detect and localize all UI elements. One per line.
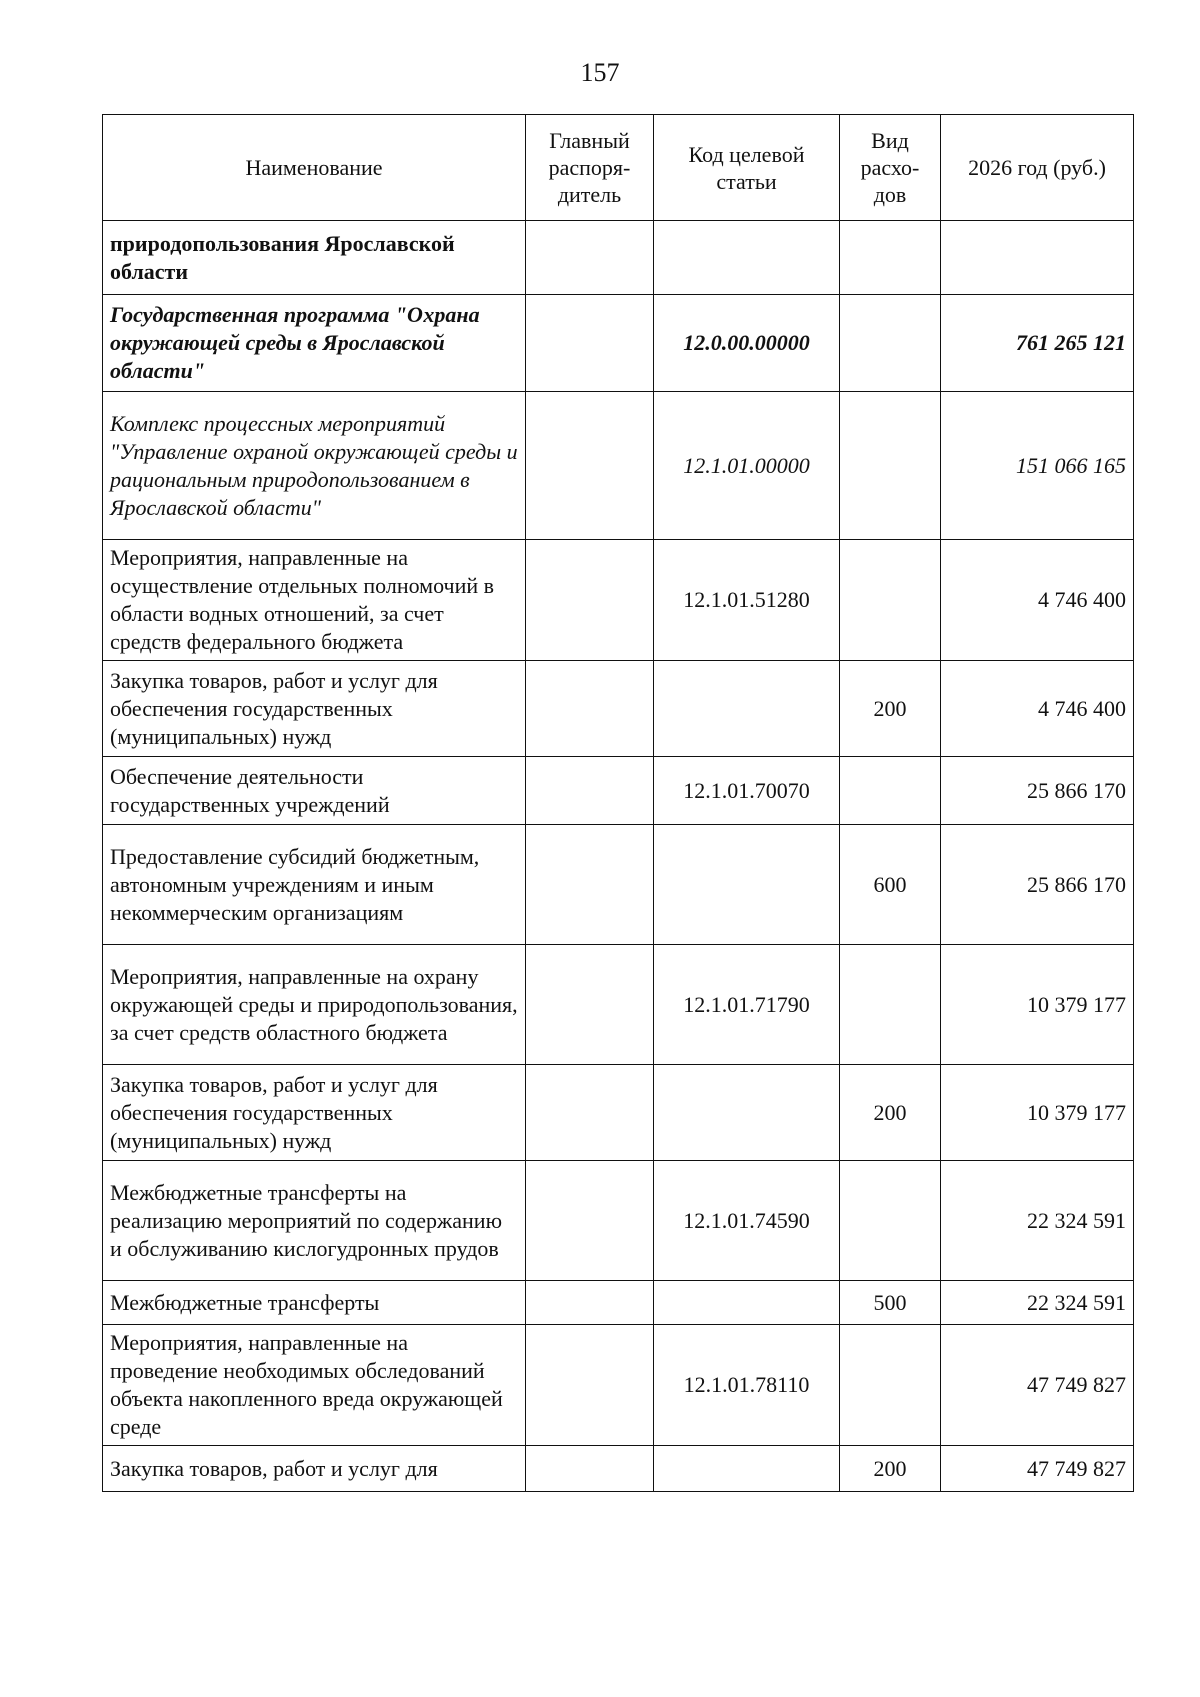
- row-main-administrator: [526, 1446, 654, 1492]
- table-row: [103, 1446, 1134, 1492]
- table-row: [103, 540, 1134, 661]
- table-row: [103, 1281, 1134, 1325]
- row-name: Закупка товаров, работ и услуг для обеспечения государственных (муниципальных) нужд: [103, 661, 526, 757]
- row-amount: 22 324 591: [941, 1161, 1134, 1281]
- row-main-administrator: [526, 661, 654, 757]
- table-header-row: [103, 115, 1134, 221]
- row-main-administrator: [526, 221, 654, 295]
- row-name: Закупка товаров, работ и услуг для обеспечения государственных (муниципальных) нужд: [103, 1065, 526, 1161]
- table-row: [103, 1325, 1134, 1446]
- row-target-code: [654, 825, 840, 945]
- row-amount: 47 749 827: [941, 1325, 1134, 1446]
- row-main-administrator: [526, 1281, 654, 1325]
- header-target-code: Код целевой статьи: [654, 115, 840, 221]
- row-name: Государственная программа "Охрана окружающей среды в Ярославской области": [103, 295, 526, 392]
- table-row: [103, 757, 1134, 825]
- row-name: Мероприятия, направленные на проведение необходимых обследований объекта накопленного вреда окружающей среде: [103, 1325, 526, 1446]
- row-expense-type: [840, 295, 941, 392]
- row-main-administrator: [526, 392, 654, 540]
- row-main-administrator: [526, 825, 654, 945]
- row-main-administrator: [526, 295, 654, 392]
- row-name: Закупка товаров, работ и услуг для: [103, 1446, 526, 1492]
- row-expense-type: [840, 1161, 941, 1281]
- row-target-code: 12.1.01.71790: [654, 945, 840, 1065]
- row-target-code: 12.1.01.00000: [654, 392, 840, 540]
- table-row: [103, 825, 1134, 945]
- row-expense-type: [840, 1325, 941, 1446]
- row-name: Комплекс процессных мероприятий "Управление охраной окружающей среды и рациональным природопользованием в Ярославской области": [103, 392, 526, 540]
- row-target-code: [654, 1281, 840, 1325]
- row-amount: 10 379 177: [941, 1065, 1134, 1161]
- table-row: [103, 221, 1134, 295]
- row-amount: 151 066 165: [941, 392, 1134, 540]
- row-amount: 22 324 591: [941, 1281, 1134, 1325]
- table-row: [103, 1065, 1134, 1161]
- row-amount: 761 265 121: [941, 295, 1134, 392]
- row-name: Межбюджетные трансферты: [103, 1281, 526, 1325]
- row-name: Предоставление субсидий бюджетным, автономным учреждениям и иным некоммерческим организациям: [103, 825, 526, 945]
- row-target-code: 12.1.01.70070: [654, 757, 840, 825]
- row-target-code: [654, 1065, 840, 1161]
- row-amount: 25 866 170: [941, 757, 1134, 825]
- row-expense-type: [840, 392, 941, 540]
- row-target-code: [654, 1446, 840, 1492]
- table-row: [103, 392, 1134, 540]
- table-row: [103, 1161, 1134, 1281]
- table-row: [103, 661, 1134, 757]
- row-main-administrator: [526, 1161, 654, 1281]
- row-target-code: 12.0.00.00000: [654, 295, 840, 392]
- row-name: Мероприятия, направленные на охрану окружающей среды и природопользования, за счет средств областного бюджета: [103, 945, 526, 1065]
- row-expense-type: 600: [840, 825, 941, 945]
- header-amount-2026: 2026 год (руб.): [941, 115, 1134, 221]
- row-expense-type: 200: [840, 1065, 941, 1161]
- header-name: Наименование: [103, 115, 526, 221]
- row-main-administrator: [526, 1325, 654, 1446]
- row-amount: 25 866 170: [941, 825, 1134, 945]
- row-amount: 47 749 827: [941, 1446, 1134, 1492]
- row-name: Мероприятия, направленные на осуществление отдельных полномочий в области водных отношений, за счет средств федерального бюджета: [103, 540, 526, 661]
- row-expense-type: [840, 945, 941, 1065]
- row-main-administrator: [526, 540, 654, 661]
- row-amount: 4 746 400: [941, 540, 1134, 661]
- row-expense-type: 500: [840, 1281, 941, 1325]
- row-name: Межбюджетные трансферты на реализацию мероприятий по содержанию и обслуживанию кислогудронных прудов: [103, 1161, 526, 1281]
- row-name: Обеспечение деятельности государственных учреждений: [103, 757, 526, 825]
- row-name: природопользования Ярославской области: [103, 221, 526, 295]
- row-target-code: [654, 661, 840, 757]
- row-amount: 4 746 400: [941, 661, 1134, 757]
- row-expense-type: 200: [840, 1446, 941, 1492]
- row-target-code: 12.1.01.51280: [654, 540, 840, 661]
- row-target-code: [654, 221, 840, 295]
- budget-table: [102, 114, 1134, 1492]
- table-body: [103, 221, 1134, 1492]
- table-row: [103, 295, 1134, 392]
- header-main-administrator: Главный распоря-дитель: [526, 115, 654, 221]
- row-expense-type: [840, 221, 941, 295]
- row-main-administrator: [526, 757, 654, 825]
- row-expense-type: [840, 540, 941, 661]
- row-main-administrator: [526, 945, 654, 1065]
- page-number: 157: [580, 58, 620, 87]
- row-expense-type: [840, 757, 941, 825]
- row-expense-type: 200: [840, 661, 941, 757]
- row-amount: 10 379 177: [941, 945, 1134, 1065]
- row-amount: [941, 221, 1134, 295]
- row-target-code: 12.1.01.74590: [654, 1161, 840, 1281]
- header-expense-type: Вид расхо-дов: [840, 115, 941, 221]
- table-row: [103, 945, 1134, 1065]
- row-main-administrator: [526, 1065, 654, 1161]
- row-target-code: 12.1.01.78110: [654, 1325, 840, 1446]
